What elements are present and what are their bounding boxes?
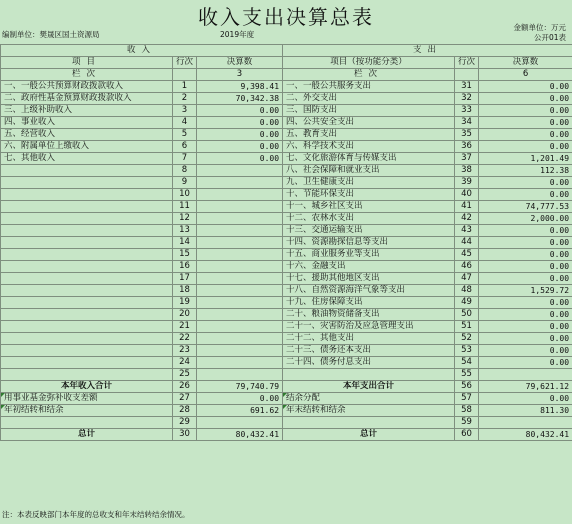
income-row-no-cell: 29: [173, 417, 197, 429]
income-row-no-cell: 1: [173, 81, 197, 93]
expense-item-cell: 十四、资源勘探信息等支出: [283, 237, 455, 249]
expense-amount-cell: 0.00: [479, 333, 572, 345]
income-row-no-cell: 6: [173, 141, 197, 153]
expense-item-cell: 十三、交通运输支出: [283, 225, 455, 237]
table-row: [1, 213, 572, 225]
table-row: [1, 153, 572, 165]
income-row-no-cell: 15: [173, 249, 197, 261]
form-number: 公开01表: [533, 33, 566, 42]
expense-amount-cell: 1,529.72: [479, 285, 572, 297]
income-row-no-cell: 14: [173, 237, 197, 249]
expense-row-no-cell: 38: [455, 165, 479, 177]
total-row: [1, 393, 572, 405]
footnote: 注：本表反映部门本年度的总收支和年末结转结余情况。: [2, 510, 190, 519]
expense-row-no-cell: 48: [455, 285, 479, 297]
income-item-cell: [1, 417, 173, 429]
table-row: [1, 237, 572, 249]
expense-item-cell: 二十、粮油物资储备支出: [283, 309, 455, 321]
income-amount-cell: 9,398.41: [197, 81, 283, 93]
income-item-cell: 四、事业收入: [1, 117, 173, 129]
expense-amount-cell: [479, 369, 572, 381]
expense-amount-cell: 1,201.49: [479, 153, 572, 165]
expense-amount-cell: 0.00: [479, 93, 572, 105]
income-amount-cell: [197, 321, 283, 333]
expense-item-cell: 结余分配: [283, 393, 455, 405]
expense-item-cell: 二、外交支出: [283, 93, 455, 105]
table-row: [1, 201, 572, 213]
expense-row-no-cell: 57: [455, 393, 479, 405]
income-amount-cell: [197, 357, 283, 369]
expense-row-no-cell: 35: [455, 129, 479, 141]
expense-amount-cell: 0.00: [479, 357, 572, 369]
expense-row-no-cell: 51: [455, 321, 479, 333]
table-row: [1, 297, 572, 309]
income-row-no-cell: 28: [173, 405, 197, 417]
income-row-no-cell: 10: [173, 189, 197, 201]
expense-amount-cell: 0.00: [479, 249, 572, 261]
expense-row-no-cell: 31: [455, 81, 479, 93]
income-section-header: 收入: [1, 45, 283, 57]
expense-row-no-cell: 39: [455, 177, 479, 189]
expense-item-header: 项目（按功能分类）: [283, 57, 455, 69]
income-item-cell: [1, 309, 173, 321]
expense-col-index: 6: [479, 69, 572, 81]
income-amount-cell: [197, 369, 283, 381]
income-item-cell: [1, 285, 173, 297]
income-item-cell: [1, 249, 173, 261]
income-amount-header: 决算数: [197, 57, 283, 69]
income-item-cell: 五、经营收入: [1, 129, 173, 141]
expense-item-cell: [283, 417, 455, 429]
table-row: [1, 93, 572, 105]
income-amount-cell: 0.00: [197, 141, 283, 153]
income-amount-cell: 0.00: [197, 117, 283, 129]
income-item-cell: 用事业基金弥补收支差额: [1, 393, 173, 405]
expense-amount-cell: 0.00: [479, 225, 572, 237]
income-row-no-cell: 25: [173, 369, 197, 381]
expense-row-no-cell: 32: [455, 93, 479, 105]
expense-item-cell: 十七、援助其他地区支出: [283, 273, 455, 285]
income-amount-cell: [197, 165, 283, 177]
table-row: [1, 105, 572, 117]
total-row: [1, 405, 572, 417]
org-label: 编制单位：樊晟区国土资源局: [2, 30, 100, 39]
income-col-label: 栏次: [1, 69, 173, 81]
income-amount-cell: [197, 297, 283, 309]
income-row-no-cell: 30: [173, 429, 197, 441]
expense-row-no-cell: 46: [455, 261, 479, 273]
expense-row-no-cell: 52: [455, 333, 479, 345]
expense-item-cell: 二十一、灾害防治及应急管理支出: [283, 321, 455, 333]
income-amount-cell: [197, 417, 283, 429]
expense-item-cell: 九、卫生健康支出: [283, 177, 455, 189]
total-row: [1, 429, 572, 441]
expense-row-no-cell: 56: [455, 381, 479, 393]
income-col-index: 3: [197, 69, 283, 81]
table-row: [1, 261, 572, 273]
table-row: [1, 333, 572, 345]
unit-label: 金额单位：万元: [513, 23, 566, 32]
income-row-no-cell: 11: [173, 201, 197, 213]
income-row-no-cell: 9: [173, 177, 197, 189]
expense-row-no-cell: 60: [455, 429, 479, 441]
income-row-no-cell: 2: [173, 93, 197, 105]
expense-amount-cell: 112.38: [479, 165, 572, 177]
expense-row-no-cell: 36: [455, 141, 479, 153]
expense-amount-cell: 79,621.12: [479, 381, 572, 393]
expense-amount-cell: 0.00: [479, 129, 572, 141]
expense-amount-cell: 811.30: [479, 405, 572, 417]
expense-item-cell: 十一、城乡社区支出: [283, 201, 455, 213]
table-row: [1, 273, 572, 285]
income-row-no-cell: 5: [173, 129, 197, 141]
total-row: [1, 381, 572, 393]
income-amount-cell: [197, 189, 283, 201]
expense-amount-cell: 0.00: [479, 393, 572, 405]
expense-col-blank: [455, 69, 479, 81]
table-row: [1, 141, 572, 153]
income-item-cell: [1, 321, 173, 333]
expense-item-cell: 十、节能环保支出: [283, 189, 455, 201]
expense-item-cell: 七、文化旅游体育与传媒支出: [283, 153, 455, 165]
expense-amount-cell: 0.00: [479, 309, 572, 321]
income-col-blank: [173, 69, 197, 81]
income-item-cell: [1, 333, 173, 345]
expense-amount-cell: 0.00: [479, 321, 572, 333]
income-amount-cell: 70,342.38: [197, 93, 283, 105]
income-item-cell: [1, 261, 173, 273]
expense-row-no-cell: 50: [455, 309, 479, 321]
expense-item-cell: 二十三、债务还本支出: [283, 345, 455, 357]
income-amount-cell: 0.00: [197, 105, 283, 117]
expense-amount-cell: 80,432.41: [479, 429, 572, 441]
expense-row-no-cell: 42: [455, 213, 479, 225]
income-row-no-cell: 26: [173, 381, 197, 393]
expense-amount-cell: 0.00: [479, 297, 572, 309]
income-row-no-cell: 17: [173, 273, 197, 285]
table-row: [1, 117, 572, 129]
report-title: 收入支出决算总表: [198, 5, 374, 29]
income-row-no-cell: 13: [173, 225, 197, 237]
expense-amount-cell: 74,777.53: [479, 201, 572, 213]
income-row-no-cell: 19: [173, 297, 197, 309]
income-row-no-cell: 4: [173, 117, 197, 129]
income-row-no-cell: 20: [173, 309, 197, 321]
column-index-row: [1, 69, 572, 81]
income-amount-cell: [197, 309, 283, 321]
income-amount-cell: [197, 225, 283, 237]
income-item-cell: 七、其他收入: [1, 153, 173, 165]
expense-row-no-cell: 44: [455, 237, 479, 249]
income-item-cell: 三、上级补助收入: [1, 105, 173, 117]
expense-row-no-cell: 37: [455, 153, 479, 165]
income-row-no-cell: 24: [173, 357, 197, 369]
table-row: [1, 225, 572, 237]
expense-item-cell: 十八、自然资源海洋气象等支出: [283, 285, 455, 297]
expense-amount-cell: [479, 417, 572, 429]
expense-item-cell: 一、一般公共服务支出: [283, 81, 455, 93]
expense-row-no-cell: 47: [455, 273, 479, 285]
expense-item-cell: 十六、金融支出: [283, 261, 455, 273]
income-item-cell: [1, 297, 173, 309]
expense-row-no-cell: 41: [455, 201, 479, 213]
income-item-cell: [1, 369, 173, 381]
expense-amount-cell: 0.00: [479, 117, 572, 129]
expense-section-header: 支出: [283, 45, 572, 57]
income-row-no-cell: 12: [173, 213, 197, 225]
income-row-no-cell: 18: [173, 285, 197, 297]
income-item-cell: [1, 189, 173, 201]
expense-item-cell: 年末结转和结余: [283, 405, 455, 417]
expense-row-no-cell: 33: [455, 105, 479, 117]
income-amount-cell: 0.00: [197, 153, 283, 165]
expense-row-no-cell: 43: [455, 225, 479, 237]
income-item-cell: [1, 357, 173, 369]
income-item-cell: 二、政府性基金预算财政拨款收入: [1, 93, 173, 105]
total-row: [1, 417, 572, 429]
expense-row-no-cell: 40: [455, 189, 479, 201]
expense-item-cell: 六、科学技术支出: [283, 141, 455, 153]
income-item-cell: [1, 165, 173, 177]
income-amount-cell: 0.00: [197, 393, 283, 405]
expense-item-cell: 本年支出合计: [283, 381, 455, 393]
expense-row-no-cell: 59: [455, 417, 479, 429]
table-row: [1, 249, 572, 261]
section-header-row: [1, 45, 572, 57]
table-row: [1, 345, 572, 357]
expense-row-no-cell: 34: [455, 117, 479, 129]
income-item-cell: 总计: [1, 429, 173, 441]
income-amount-cell: [197, 249, 283, 261]
expense-item-cell: 十二、农林水支出: [283, 213, 455, 225]
expense-row-no-cell: 55: [455, 369, 479, 381]
expense-item-cell: 三、国防支出: [283, 105, 455, 117]
table-row: [1, 321, 572, 333]
income-amount-cell: [197, 333, 283, 345]
expense-amount-cell: 0.00: [479, 81, 572, 93]
income-amount-cell: 79,740.79: [197, 381, 283, 393]
expense-amount-cell: 0.00: [479, 261, 572, 273]
income-row-no-cell: 21: [173, 321, 197, 333]
expense-amount-header: 决算数: [479, 57, 572, 69]
expense-item-cell: 十九、住房保障支出: [283, 297, 455, 309]
income-amount-cell: 691.62: [197, 405, 283, 417]
income-item-cell: [1, 201, 173, 213]
column-header-row: [1, 57, 572, 69]
income-item-cell: 本年收入合计: [1, 381, 173, 393]
income-row-no-header: 行次: [173, 57, 197, 69]
expense-row-no-cell: 45: [455, 249, 479, 261]
income-amount-cell: 0.00: [197, 129, 283, 141]
income-item-cell: [1, 273, 173, 285]
expense-item-cell: 二十二、其他支出: [283, 333, 455, 345]
income-amount-cell: [197, 273, 283, 285]
income-row-no-cell: 27: [173, 393, 197, 405]
expense-row-no-cell: 49: [455, 297, 479, 309]
income-item-header: 项目: [1, 57, 173, 69]
income-amount-cell: [197, 201, 283, 213]
expense-amount-cell: 0.00: [479, 273, 572, 285]
expense-item-cell: 总计: [283, 429, 455, 441]
income-row-no-cell: 3: [173, 105, 197, 117]
expense-item-cell: 四、公共安全支出: [283, 117, 455, 129]
budget-table: [0, 44, 572, 441]
expense-amount-cell: 2,000.00: [479, 213, 572, 225]
expense-item-cell: 八、社会保障和就业支出: [283, 165, 455, 177]
income-item-cell: 一、一般公共预算财政拨款收入: [1, 81, 173, 93]
income-amount-cell: [197, 345, 283, 357]
expense-amount-cell: 0.00: [479, 105, 572, 117]
expense-col-label: 栏次: [283, 69, 455, 81]
income-row-no-cell: 8: [173, 165, 197, 177]
table-row: [1, 165, 572, 177]
income-item-cell: [1, 177, 173, 189]
expense-item-cell: 二十四、债务付息支出: [283, 357, 455, 369]
income-row-no-cell: 16: [173, 261, 197, 273]
table-row: [1, 189, 572, 201]
income-amount-cell: 80,432.41: [197, 429, 283, 441]
income-row-no-cell: 23: [173, 345, 197, 357]
expense-row-no-header: 行次: [455, 57, 479, 69]
expense-amount-cell: 0.00: [479, 237, 572, 249]
expense-amount-cell: 0.00: [479, 189, 572, 201]
expense-row-no-cell: 53: [455, 345, 479, 357]
income-item-cell: [1, 213, 173, 225]
expense-amount-cell: 0.00: [479, 177, 572, 189]
income-item-cell: [1, 345, 173, 357]
income-amount-cell: [197, 177, 283, 189]
income-amount-cell: [197, 213, 283, 225]
income-amount-cell: [197, 237, 283, 249]
table-row: [1, 285, 572, 297]
expense-row-no-cell: 58: [455, 405, 479, 417]
expense-item-cell: [283, 369, 455, 381]
table-row: [1, 309, 572, 321]
income-item-cell: [1, 237, 173, 249]
expense-item-cell: 十五、商业服务业等支出: [283, 249, 455, 261]
income-row-no-cell: 22: [173, 333, 197, 345]
income-item-cell: 六、附属单位上缴收入: [1, 141, 173, 153]
table-row: [1, 357, 572, 369]
expense-row-no-cell: 54: [455, 357, 479, 369]
expense-amount-cell: 0.00: [479, 141, 572, 153]
table-row: [1, 129, 572, 141]
income-amount-cell: [197, 285, 283, 297]
income-item-cell: 年初结转和结余: [1, 405, 173, 417]
expense-item-cell: 五、教育支出: [283, 129, 455, 141]
table-row: [1, 81, 572, 93]
income-row-no-cell: 7: [173, 153, 197, 165]
income-amount-cell: [197, 261, 283, 273]
expense-amount-cell: 0.00: [479, 345, 572, 357]
table-row: [1, 369, 572, 381]
table-row: [1, 177, 572, 189]
year-label: 2019年度: [220, 30, 255, 39]
income-item-cell: [1, 225, 173, 237]
